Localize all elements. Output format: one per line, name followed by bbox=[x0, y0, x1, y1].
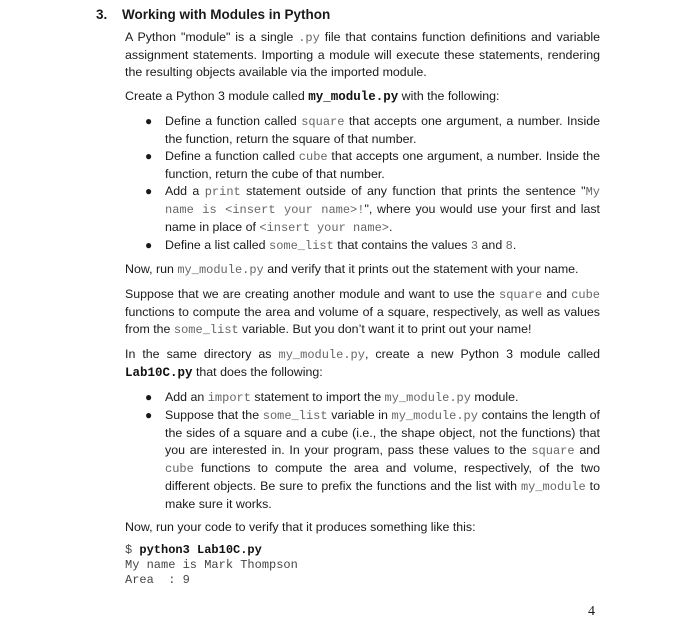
para-code-bold: Lab10C.py bbox=[125, 366, 193, 380]
item-text: and bbox=[574, 443, 600, 457]
samedir-paragraph bbox=[125, 346, 600, 382]
bullet-icon: ● bbox=[145, 184, 153, 198]
item-code: some_list bbox=[269, 239, 334, 253]
item-code: import bbox=[207, 391, 251, 405]
item-code: cube bbox=[165, 462, 194, 476]
item-text: statement outside of any function that prints the sentence " bbox=[240, 184, 586, 198]
item-text: . bbox=[389, 220, 393, 234]
item-text: Add a bbox=[165, 184, 205, 198]
terminal-command: python3 Lab10C.py bbox=[139, 543, 262, 557]
item-text: Suppose that the bbox=[165, 408, 263, 422]
list-item bbox=[125, 237, 600, 255]
verify-paragraph: Now, run your code to verify that it produces something like this: bbox=[125, 520, 476, 534]
para-code: square bbox=[499, 288, 543, 302]
item-code: cube bbox=[298, 150, 328, 164]
suppose-paragraph bbox=[125, 286, 600, 339]
item-text: Define a function called bbox=[165, 114, 302, 128]
terminal-output-line: My name is Mark Thompson bbox=[125, 558, 298, 572]
create-code-module: my_module.py bbox=[308, 90, 399, 104]
intro-code-py: .py bbox=[298, 31, 320, 45]
lab-requirements-list bbox=[125, 389, 600, 513]
section-body bbox=[125, 29, 600, 588]
list-item bbox=[125, 407, 600, 513]
para-text: functions to compute the area and volume of a square, respectively, as well as values from the bbox=[125, 305, 600, 336]
intro-paragraph bbox=[125, 29, 600, 81]
terminal-output-line: Area : 9 bbox=[125, 573, 190, 587]
para-text: Suppose that we are creating another module and want to use the bbox=[125, 287, 500, 301]
section-number: 3. bbox=[96, 7, 108, 22]
item-text: to make sure it works. bbox=[165, 479, 600, 511]
item-code: print bbox=[204, 185, 241, 199]
item-code: 3 bbox=[470, 239, 479, 253]
create-paragraph bbox=[125, 88, 600, 106]
bullet-icon: ● bbox=[145, 114, 153, 128]
item-text: that accepts one argument, a number. Inside the function, return the cube of that number. bbox=[165, 149, 601, 181]
create-text-2: with the following: bbox=[398, 89, 500, 103]
item-text: . bbox=[512, 238, 517, 252]
run-paragraph bbox=[125, 261, 600, 279]
item-text: functions to compute the area and volume, respectively, of the two different objects. Be sure to prefix the functions and the list with bbox=[165, 461, 600, 493]
intro-text-2: file that contains function definitions and variable assignment statements. Importing a module will execute these statements, rendering the resulting objects available via the imported module. bbox=[125, 30, 600, 79]
item-text: and bbox=[478, 238, 506, 252]
bullet-icon: ● bbox=[145, 390, 153, 404]
run-code-module: my_module.py bbox=[177, 263, 264, 277]
page-number: 4 bbox=[588, 604, 595, 619]
item-text: module. bbox=[470, 390, 519, 404]
section-title: Working with Modules in Python bbox=[122, 7, 331, 22]
list-item bbox=[125, 113, 600, 148]
list-item bbox=[125, 148, 600, 183]
terminal-output bbox=[125, 543, 600, 588]
bullet-icon: ● bbox=[145, 408, 153, 422]
terminal-command-line bbox=[125, 543, 600, 558]
para-text: and bbox=[542, 287, 572, 301]
terminal-prompt: $ bbox=[125, 543, 140, 557]
para-text: In the same directory as bbox=[125, 347, 279, 361]
list-item bbox=[125, 389, 600, 407]
bullet-icon: ● bbox=[145, 149, 153, 163]
list-item bbox=[125, 183, 600, 237]
item-text: Add an bbox=[165, 390, 208, 404]
para-text: , create a new Python 3 module called bbox=[364, 347, 600, 361]
intro-text-1: A Python "module" is a single bbox=[125, 30, 299, 44]
item-code: my_module.py bbox=[391, 409, 478, 423]
item-text: that contains the values bbox=[333, 238, 471, 252]
item-text: Define a function called bbox=[165, 149, 299, 163]
run-text-2: and verify that it prints out the statement with your name. bbox=[263, 262, 579, 276]
create-text-1: Create a Python 3 module called bbox=[125, 89, 309, 103]
module-requirements-list bbox=[125, 113, 600, 255]
para-code: my_module.py bbox=[278, 348, 365, 362]
item-code: square bbox=[531, 444, 575, 458]
item-text: statement to import the bbox=[250, 390, 385, 404]
item-text: ", where you would use your first and last name in place of bbox=[165, 202, 600, 234]
bullet-icon: ● bbox=[145, 238, 153, 252]
item-code: some_list bbox=[262, 409, 328, 423]
item-code: 8 bbox=[505, 239, 513, 253]
item-code: my_module.py bbox=[384, 391, 471, 405]
section-heading bbox=[96, 6, 330, 23]
item-text: variable in bbox=[327, 408, 392, 422]
item-text: Define a list called bbox=[165, 238, 269, 252]
item-code: <insert your name> bbox=[259, 221, 389, 235]
item-text: that accepts one argument, a number. Inside the function, return the square of that number. bbox=[165, 114, 601, 146]
run-text-1: Now, run bbox=[125, 262, 178, 276]
item-code: my_module bbox=[520, 480, 586, 494]
item-code: My name is <insert your name>! bbox=[165, 185, 600, 217]
item-text: contains the length of the sides of a square and a cube (i.e., the shape object, not the functions) that you are interested in. In your program, pass these values to the bbox=[165, 408, 600, 457]
para-text: that does the following: bbox=[192, 365, 323, 379]
para-code: some_list bbox=[173, 323, 239, 337]
para-code: cube bbox=[571, 288, 600, 302]
para-text: variable. But you don’t want it to print out your name! bbox=[238, 322, 532, 336]
item-code: square bbox=[301, 115, 345, 129]
